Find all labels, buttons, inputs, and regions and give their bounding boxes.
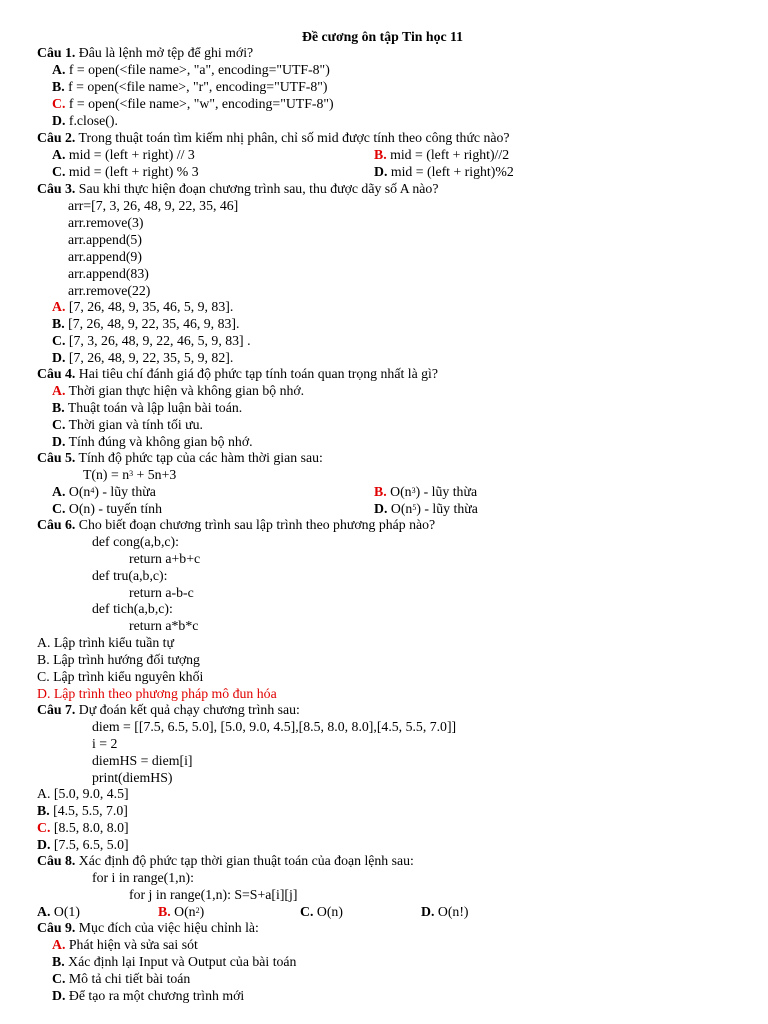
q2-option-a: A. mid = (left + right) // 3 [52,147,195,162]
q3-option-d: D. [7, 26, 48, 9, 22, 35, 5, 9, 82]. [52,350,234,365]
question-9: Câu 9. Mục đích của việc hiệu chỉnh là: [37,920,259,935]
q4-option-d: D. Tính đúng và không gian bộ nhớ. [52,434,253,449]
q5-option-c: C. O(n) - tuyến tính [52,501,162,516]
q2-option-b: B. mid = (left + right)//2 [374,147,510,162]
q4-option-b: B. Thuật toán và lập luận bài toán. [52,400,243,415]
code-line: print(diemHS) [92,770,173,785]
q7-option-a: A. [5.0, 9.0, 4.5] [37,786,129,801]
q4-option-c: C. Thời gian và tính tối ưu. [52,417,203,432]
q5-option-b: B. $O(n^3)$ - lũy thừa [374,484,478,499]
code-line: diem = [[7.5, 6.5, 5.0], [5.0, 9.0, 4.5],[8.5, 8.0, 8.0],[4.5, 5.5, 7.0]] [92,719,457,734]
code-line: arr.remove(3) [68,215,144,230]
q8-option-d: D. O(n!) [421,904,469,919]
question-4: Câu 4. Hai tiêu chí đánh giá độ phức tạp tính toán quan trọng nhất là gì? [37,366,438,381]
page-title: Đề cương ôn tập Tin học 11 [302,29,464,44]
question-text: Đâu là lệnh mở tệp để ghi mới? [75,45,254,60]
question-1 [37,44,253,61]
q2-option-d: D. mid = (left + right)%2 [374,164,514,179]
code-line: i = 2 [92,736,118,751]
question-7: Câu 7. Dự đoán kết quả chạy chương trình sau: [37,702,300,717]
code-line: def tru(a,b,c): [92,568,168,583]
q1-option-c: C. f = open(<file name>, "w", encoding="UTF-8") [52,96,334,111]
question-2: Câu 2. Trong thuật toán tìm kiếm nhị phân, chỉ số mid được tính theo công thức nào? [37,130,510,145]
q8-option-a: A. O(1) [37,904,80,919]
q8-option-b: B. $O(n^2)$ [158,904,205,919]
q7-option-d: D. [7.5, 6.5, 5.0] [37,837,129,852]
q5-option-d: D. $O(n^5)$ - lũy thừa [374,501,478,516]
question-5: Câu 5. Tính độ phức tạp của các hàm thời gian sau: [37,450,323,465]
q5-option-a: A. $O(n^4)$ - lũy thừa [52,484,156,499]
q6-option-c: C. Lập trình kiểu nguyên khối [37,669,204,684]
q1-option-d: D. f.close(). [52,113,118,128]
q9-option-b: B. Xác định lại Input và Output của bài toán [52,954,297,969]
q9-option-a: A. Phát hiện và sửa sai sót [52,937,198,952]
code-line: arr=[7, 3, 26, 48, 9, 22, 35, 46] [68,198,239,213]
q9-option-c: C. Mô tả chi tiết bài toán [52,971,191,986]
question-number: Câu 1. [37,45,76,60]
q1-option-a: A. f = open(<file name>, "a", encoding="UTF-8") [52,62,330,77]
code-line: arr.remove(22) [68,283,151,298]
q2-option-c: C. mid = (left + right) % 3 [52,164,199,179]
code-line: return a-b-c [129,585,194,600]
code-line: diemHS = diem[i] [92,753,193,768]
q7-option-c: C. [8.5, 8.0, 8.0] [37,820,129,835]
q6-option-b: B. Lập trình hướng đối tượng [37,652,200,667]
question-8: Câu 8. Xác định độ phức tạp thời gian thuật toán của đoạn lệnh sau: [37,853,414,868]
q6-option-a: A. Lập trình kiểu tuần tự [37,635,174,650]
code-line: for i in range(1,n): [92,870,194,885]
code-line: for j in range(1,n): S=S+a[i][j] [129,887,298,902]
code-line: def tich(a,b,c): [92,601,173,616]
q3-option-c: C. [7, 3, 26, 48, 9, 22, 46, 5, 9, 83] . [52,333,251,348]
q4-option-a: A. Thời gian thực hiện và không gian bộ nhớ. [52,383,305,398]
code-line: return a+b+c [129,551,201,566]
q6-option-d [37,685,277,702]
code-line: arr.append(9) [68,249,142,264]
q3-option-b: B. [7, 26, 48, 9, 22, 35, 46, 9, 83]. [52,316,240,331]
code-line: arr.append(5) [68,232,142,247]
q3-option-a: A. [7, 26, 48, 9, 35, 46, 5, 9, 83]. [52,299,234,314]
code-line: arr.append(83) [68,266,149,281]
q7-option-b: B. [4.5, 5.5, 7.0] [37,803,128,818]
question-3: Câu 3. Sau khi thực hiện đoạn chương trình sau, thu được dãy số A nào? [37,181,439,196]
q1-option-b: B. f = open(<file name>, "r", encoding="UTF-8") [52,79,328,94]
q9-option-d: D. Để tạo ra một chương trình mới [52,988,245,1003]
formula: $T(n) = n^3 + 5n+3$ [83,467,177,482]
code-line: def cong(a,b,c): [92,534,179,549]
question-6: Câu 6. Cho biết đoạn chương trình sau lập trình theo phương pháp nào? [37,517,436,532]
q8-option-c: C. O(n) [300,904,343,919]
code-line: return a*b*c [129,618,199,633]
q6-option-d-text: D. Lập trình theo phương pháp mô đun hóa [37,686,277,701]
